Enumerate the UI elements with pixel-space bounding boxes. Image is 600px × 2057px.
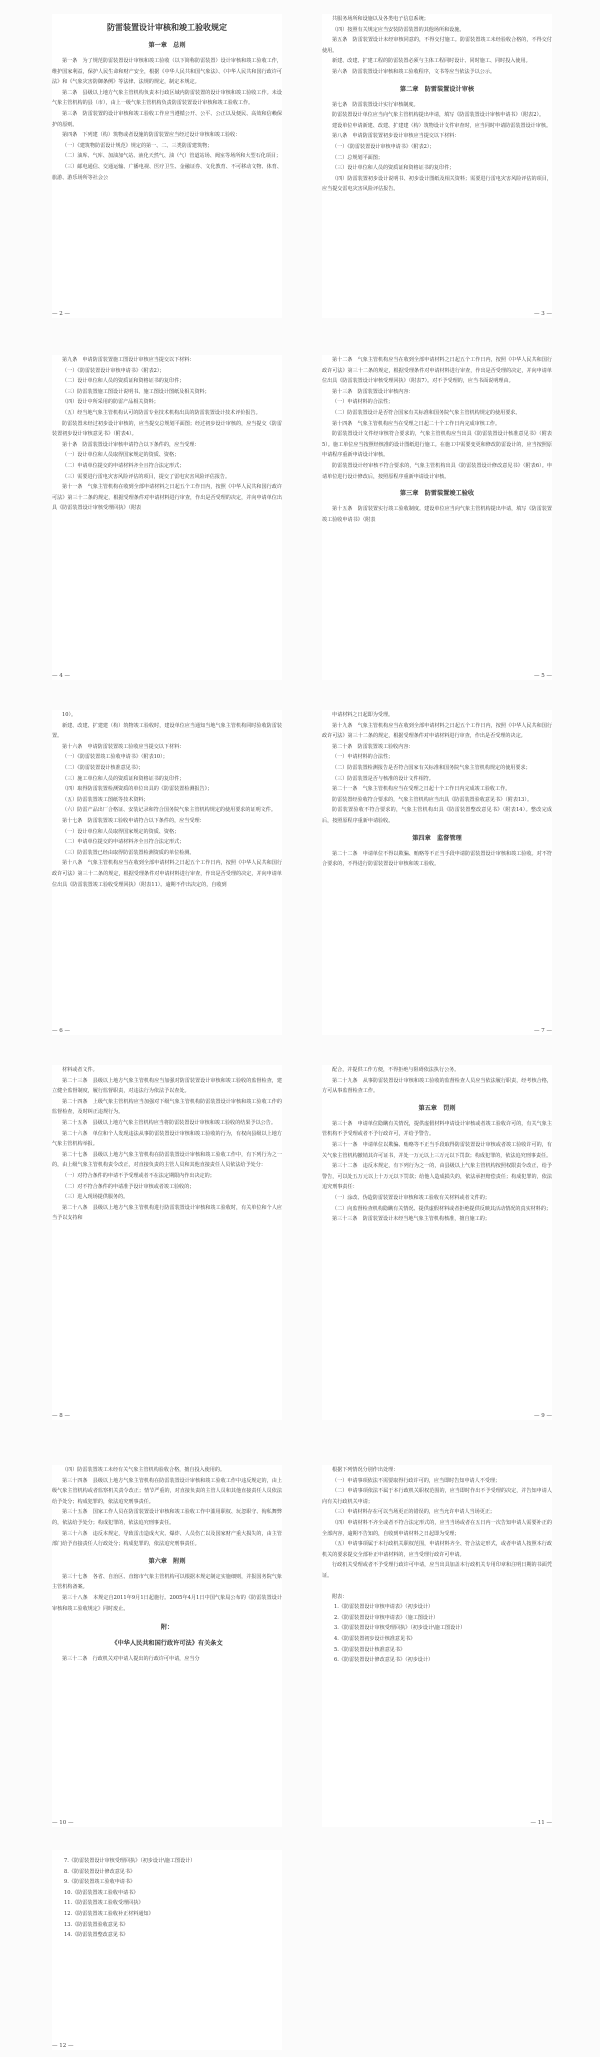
page-9	[322, 1065, 552, 1420]
paragraph: （四）取得防雷装置检测资质的单位出具的《防雷装置检测报告》；	[62, 786, 213, 793]
page-2	[52, 14, 282, 318]
page-8	[52, 1065, 282, 1420]
paragraph: （一）申请事项依法不需要取得行政许可的，应当即时告知申请人不受理；	[332, 1477, 501, 1484]
page-body-2	[322, 1119, 552, 1225]
paragraph: 第十五条 防雷装置实行竣工验收制度。建设单位应当向气象主管机构提出申请，填写《防雷装置竣工验收申请书》（附表	[322, 506, 552, 523]
chapter-heading: 第二章 防雷装置设计审核	[399, 85, 475, 93]
page-number: — 5 —	[534, 673, 552, 679]
page-number: — 2 —	[52, 311, 70, 317]
page-4	[52, 355, 282, 680]
paragraph: 第十八条 气象主管机构应当在收到全部申请材料之日起五个工作日内，按照《中华人民共和国行政许可法》第三十二条的规定，根据受理条件对申请材料进行审查，作出是否受理的决定，并向申请单位出具《防雷装置竣工验收受理回执》（附表11）。逾期不作出决定的，自收到	[52, 860, 282, 888]
paragraph: （三）设计单位和人员的资质证和资格证书的复印件；	[332, 165, 455, 172]
page-number: — 4 —	[52, 673, 70, 679]
paragraph: 防雷装置设计文件经审核符合要求的，气象主管机构应当出具《防雷装置设计核准意见书》（附表5）。施工单位应当按照经核准的设计图纸进行施工。在施工中需要变更和修改防雷设计的，应当按照原申请程序重新申请设计审核。	[322, 431, 552, 459]
paragraph: 第三十七条 各省、自治区、直辖市气象主管机构可以根据本规定制定实施细则，并报国务院气象主管机构备案。	[52, 1573, 282, 1591]
paragraph: 第五条 防雷装置设计未经审核同意的，不得交付施工。防雷装置竣工未经验收合格的，不得交付使用。	[322, 37, 552, 54]
page-body-2	[322, 100, 552, 195]
paragraph: 第二条 县级以上地方气象主管机构负责本行政区域内防雷装置的设计审核和竣工验收工作。未设气象主管机构的县（市），由上一级气象主管机构负责防雷装置设计审核和竣工验收工作。	[52, 89, 282, 107]
page-body	[52, 1465, 282, 1550]
paragraph: 第二十三条 县级以上地方气象主管机构应当加强对防雷装置设计审核和竣工验收的监督检查，建立健全监督制度，履行监督职责，对违法行为依法予以查处。	[52, 1077, 282, 1095]
paragraph: 新建、改建、扩建工程的防雷装置必须与主体工程同时设计、同时施工、同时投入使用。	[332, 58, 531, 65]
paragraph: （二）向监督检查机构隐瞒有关情况、提供虚假材料或者拒绝提供反映其活动情况的真实材料的；	[332, 1205, 552, 1212]
paragraph: 第十二条 气象主管机构应当在收到全部申请材料之日起五个工作日内，按照《中华人民共和国行政许可法》第三十二条的规定，根据受理条件对申请材料进行审查，作出是否受理的决定，并向申请单位出具《防雷装置设计审核受理回执》（附表7）。对不予受理的，应当书面说明理由。	[322, 357, 552, 385]
paragraph: （一）对符合条件的申请不予受理或者不在法定期限内作出决定的；	[62, 1172, 215, 1179]
paragraph: 防雷装置未经过初步设计审核的，应当提交总规划平面图；经过初步设计审核的，应当提交《防雷装置初步设计审核意见书》（附表4）。	[52, 420, 282, 438]
page-body	[52, 56, 282, 183]
paragraph: （三）邮电通信、交通运输、广播电视、医疗卫生、金融证券、文化教育、不可移动文物、体育、旅游、游乐场所等社会公	[52, 163, 282, 181]
page-10	[52, 1465, 282, 1827]
page-12	[52, 1850, 282, 2050]
paragraph: 4.《防雷装置初步设计核准意见书》	[334, 1635, 416, 1642]
paragraph: 第一条 为了规范防雷装置设计审核和竣工验收（以下简称防雷装置）设计审核和竣工验收工作，维护国家利益，保护人民生命和财产安全，根据《中华人民共和国气象法》、《中华人民共和国行政许可法》和《气象灾害防御条例》等法律、法规的规定，制定本规定。	[52, 58, 282, 86]
paragraph: 7.《防雷装置设计审核受理回执》（初步设计\施工图设计）	[64, 1858, 196, 1864]
annex-subtitle: 《中华人民共和国行政许可法》有关条文	[111, 1640, 223, 1648]
paragraph: （三）需要进行雷电灾害风险评估的项目，提交了雷电灾害风险评估报告。	[62, 473, 231, 480]
paragraph: （二）防雷装置设计是否符合国家有关标准和国务院气象主管机构规定的使用要求。	[332, 409, 521, 416]
paragraph: 3.《防雷装置设计审核受理回执》（初步设计\施工图设计）	[334, 1625, 466, 1632]
annex-title: 附：	[160, 1624, 174, 1632]
page-body	[52, 355, 282, 514]
paragraph: 第十九条 气象主管机构应当在收到全部申请材料之日起五个工作日内，按照《中华人民共和国行政许可法》第三十二条的规定，根据受理条件对申请材料进行审查，作出是否受理的决定。	[322, 722, 552, 740]
page-body	[322, 1065, 552, 1097]
paragraph: 第六条 防雷装置设计审核和竣工验收程序，文书等应当依法予以公示。	[332, 68, 496, 75]
paragraph: 第三十三条 防雷装置设计未经当地气象主管机构核准，擅自施工的；	[332, 1216, 490, 1223]
paragraph: （二）申请单位提交的申请材料齐全且符合法定形式；	[62, 839, 185, 846]
page-body-2	[52, 1572, 282, 1614]
page-body-2	[322, 504, 552, 525]
paragraph: 6.《防雷装置设计修改意见书》（初步设计）	[334, 1657, 434, 1664]
paragraph: （二）申请单位提交的申请材料齐全且符合法定形式；	[62, 462, 185, 469]
paragraph: 11.《防雷装置竣工验收受理回执》	[64, 1900, 144, 1907]
paragraph: 申请材料之日起即为受理。	[332, 712, 394, 718]
paragraph: （四）防雷装置竣工未经有关气象主管机构验收合格，擅自投入使用的。	[62, 1467, 226, 1473]
chapter-heading: 第三章 防雷装置竣工验收	[399, 490, 475, 498]
paragraph: （四）申请材料不齐全或者不符合法定形式的，应当当场或者在五日内一次告知申请人需要补正的全部内容，逾期不告知的，自收到申请材料之日起即为受理；	[322, 1519, 552, 1537]
annex-list	[322, 1602, 552, 1666]
paragraph: 第十七条 防雷装置竣工验收申请符合以下条件的，应当受理：	[62, 817, 205, 824]
annex-paragraph: 第三十二条 行政机关对申请人提出的行政许可申请，应当分	[62, 1656, 200, 1663]
paragraph: 行政机关受理或者不予受理行政许可申请，应当出具加盖本行政机关专用印章和注明日期的书面凭证。	[322, 1562, 552, 1579]
paragraph: 第三十二条 违反本规定，有下列行为之一的，由县级以上气象主管机构按照权限责令改正，给予警告，可以处五万元以上十万元以下罚款；给他人造成损失的，依法承担赔偿责任；构成犯罪的，依法追究刑事责任：	[322, 1163, 552, 1191]
paragraph: 第二十七条 县级以上地方气象主管机构在防雷装置设计审核和竣工验收工作中，有下列行为之一的，由上级气象主管机构责令改正，对直接负责的主管人员和其他直接责任人员依法给予处分：	[52, 1151, 282, 1169]
paragraph: （二）对不符合条件的申请准予设计审核或者竣工验收的；	[62, 1183, 195, 1190]
paragraph: （四）按照有关规定应当安装防雷装置的其他场所和设施。	[332, 26, 465, 33]
paragraph: 第三条 防雷装置的设计审核和竣工验收工作应当遵循公开、公平、公正以及便民、高效和信赖保护的原则。	[52, 110, 282, 128]
paragraph: 第三十四条 县级以上地方气象主管机构在防雷装置设计审核和竣工验收工作中违反规定的，由上级气象主管机构或者监察机关责令改正；情节严重的，对直接负责的主管人员和其他直接责任人员依法给予处分；构成犯罪的，依法追究刑事责任。	[52, 1477, 282, 1505]
paragraph: （一）《防雷装置竣工验收申请书》（附表10）；	[62, 754, 168, 761]
page-body	[52, 1065, 282, 1224]
paragraph: 12.《防雷装置竣工验收补正材料通知》	[64, 1910, 154, 1917]
paragraph: 2.《防雷装置设计审核申请表》（施工图设计）	[334, 1614, 439, 1621]
paragraph: 9.《防雷装置竣工验收申请书》	[64, 1879, 136, 1886]
paragraph: （一）设计单位和人员取得国家规定的资质、资格；	[62, 828, 180, 835]
page-body	[322, 1465, 552, 1582]
paragraph: 10）。	[62, 712, 77, 718]
paragraph: （五）申请事项属于本行政机关职权范围，申请材料齐全、符合法定形式，或者申请人按照本行政机关的要求提交全部补正申请材料的，应当受理行政许可申请。	[322, 1541, 552, 1558]
paragraph: 5.《防雷装置设计核准意见书》	[334, 1646, 406, 1653]
paragraph: 防雷装置设计经审核不符合要求的，气象主管机构出具《防雷装置设计修改意见书》（附表6）。申请单位进行设计修改后，按照原程序重新申请设计审核。	[322, 462, 552, 480]
paragraph: 第十六条 申请防雷装置竣工验收应当提交以下材料：	[62, 743, 185, 750]
page-body	[322, 355, 552, 482]
page-body	[322, 710, 552, 827]
paragraph: 防雷装置经验收符合要求的，气象主管机构应当出具《防雷装置验收意见书》（附表13）。	[332, 796, 533, 803]
paragraph: 14.《防雷装置整改意见书》	[64, 1932, 129, 1939]
paragraph: 新建、改建、扩建建（构）筑物竣工验收时，建设单位应当通知当地气象主管机构同时验收防雷装置。	[52, 722, 282, 740]
paragraph: （二）申请事项依法不属于本行政机关职权范围的，应当即时作出不予受理的决定，并告知申请人向有关行政机关申请；	[322, 1488, 552, 1505]
page-5	[322, 355, 552, 680]
paragraph: 第三十六条 违反本规定，导致雷击造成火灾、爆炸、人员伤亡以及国家财产重大损失的，由主管部门给予直接责任人行政处分；构成犯罪的，依法追究刑事责任。	[52, 1530, 282, 1548]
paragraph: （三）防雷装置是否与核准的设计文件相符。	[332, 775, 434, 782]
paragraph: 第二十条 防雷装置竣工验收内容：	[332, 743, 414, 750]
paragraph: 第二十二条 申请单位不得以欺骗、贿赂等不正当手段申请防雷装置设计审核和竣工验收。对不符合要求的，不得进行防雷装置设计审核和竣工验收。	[322, 850, 552, 868]
paragraph: （四）防雷装置初步设计说明书、初步设计图纸及相关资料；需要进行雷电灾害风险评估的项目，应当提交雷电灾害风险评估报告。	[322, 175, 552, 193]
page-3	[322, 14, 552, 318]
paragraph: （一）涂改、伪造防雷装置设计审核和竣工验收有关材料或者文件的；	[332, 1194, 490, 1201]
annex-list-title: 附表：	[332, 1593, 348, 1600]
paragraph: 第十一条 气象主管机构在收到全部申请材料之日起五个工作日内，按照《中华人民共和国行政许可法》第三十二条的规定，根据受理条件对申请材料进行审查，作出是否受理的决定，并向申请单位出具《防雷装置设计审核受理回执》（附表	[52, 484, 282, 512]
paragraph: 13.《防雷装置验收意见书》	[64, 1921, 129, 1928]
page-number: — 7 —	[534, 1028, 552, 1034]
paragraph: 第二十五条 县级以上地方气象主管机构应当将防雷装置设计审核和竣工验收的结果予以公告。	[62, 1119, 276, 1126]
paragraph: 第二十一条 气象主管机构应当在受理之日起十个工作日内完成竣工验收工作。	[332, 786, 511, 793]
paragraph: 8.《防雷装置设计修改意见书》	[64, 1868, 136, 1875]
paragraph: 第八条 申请防雷装置初步设计审核应当提交以下材料：	[332, 133, 460, 140]
chapter-heading: 第六章 附则	[148, 1557, 186, 1565]
paragraph: （二）总规划平面图；	[332, 154, 383, 161]
paragraph: 第二十六条 单位和个人发现违法从事防雷装置设计审核和竣工验收的行为，有权向县级以上地方气象主管机构举报。	[52, 1130, 282, 1148]
paragraph: （一）设计单位和人员取得国家规定的资质、资格；	[62, 452, 180, 459]
page-body-2	[322, 849, 552, 870]
paragraph: （六）防雷产品出厂合格证、安装记录和符合国务院气象主管机构规定的使用要求的证明文件。	[62, 807, 276, 814]
paragraph: （三）进入现场提供服务的。	[62, 1194, 129, 1201]
paragraph: （五）经当地气象主管机构认可的防雷专业技术机构出具的防雷装置设计技术评价报告。	[62, 409, 261, 416]
paragraph: （三）施工单位和人员的资质证和资格证书的复印件；	[62, 775, 185, 782]
paragraph: 第三十条 申请单位隐瞒有关情况，提供虚假材料申请设计审核或者竣工验收许可的，有关气象主管机构不予受理或者不予行政许可，并给予警告。	[322, 1120, 552, 1138]
paragraph: （二）油库、气库、加油加气站、液化天然气、油（气）管道站场、阀室等场所和大型石化项目；	[62, 153, 282, 160]
paragraph: （三）防雷装置施工图设计说明书、施工图设计图纸及相关资料；	[62, 388, 210, 395]
annex-list	[52, 1856, 282, 1941]
page-number: — 10 —	[52, 1820, 74, 1826]
paragraph: 第十三条 防雷装置设计审核内容：	[332, 388, 414, 395]
paragraph: （一）《防雷装置设计审核申请书》（附表2）；	[62, 367, 165, 374]
paragraph: （一）申请材料的合法性；	[332, 754, 394, 761]
document-title: 防雷装置设计审核和竣工验收规定	[107, 22, 227, 32]
page-body	[322, 14, 552, 78]
paragraph: （五）防雷装置竣工图纸等技术资料；	[62, 796, 149, 803]
page-number: — 6 —	[52, 1028, 70, 1034]
page-number: — 9 —	[534, 1413, 552, 1419]
page-number: — 12 —	[52, 2043, 74, 2049]
paragraph: （三）防雷装置已经由取得防雷装置检测资质的单位检测。	[62, 849, 195, 856]
page-body	[52, 710, 282, 890]
paragraph: 防雷装置验收不符合要求的，气象主管机构出具《防雷装置整改意见书》（附表14）。整改完成后，按照原程序重新申请验收。	[322, 807, 552, 824]
paragraph: （一）申请材料的合法性；	[332, 399, 394, 406]
paragraph: 第三十五条 国家工作人员在防雷装置设计审核和竣工验收工作中滥用职权、玩忽职守、徇私舞弊的，依法给予处分；构成犯罪的，依法追究刑事责任。	[52, 1509, 282, 1526]
paragraph: 根据下列情况分别作出处理：	[332, 1467, 399, 1473]
paragraph: 第二十九条 从事防雷装置设计审核和竣工验收的监督检查人员应当依法履行职责，经考核合格，方可从事监督检查工作。	[322, 1077, 552, 1095]
paragraph: 第二十八条 县级以上地方气象主管机构进行防雷装置设计审核和竣工验收时，有关单位和个人应当予以支持和	[52, 1204, 282, 1222]
paragraph: （一）《建筑物防雷设计规范》规定的第一、二、三类防雷建筑物；	[62, 142, 213, 149]
chapter-heading: 第一章 总则	[148, 42, 186, 49]
page-number: — 3 —	[534, 311, 552, 317]
paragraph: 第二十四条 上级气象主管机构应当加强对下级气象主管机构防雷装置设计审核和竣工验收工作的监督检查，及时纠正违规行为。	[52, 1098, 282, 1116]
paragraph: 第十四条 气象主管机构应当在受理之日起二十个工作日内完成审核工作。	[332, 420, 501, 427]
paragraph: （一）《防雷装置设计审核申请书》（附表2）；	[332, 143, 435, 150]
paragraph: 第十条 防雷装置设计审核申请符合以下条件的，应当受理：	[62, 441, 200, 448]
paragraph: （二）防雷装置检测报告是否符合国家有关标准和国务院气象主管机构规定的使用要求；	[332, 764, 531, 771]
paragraph: 10.《防雷装置竣工验收申请书》	[64, 1889, 139, 1896]
page-number: — 11 —	[530, 1820, 552, 1826]
paragraph: 第七条 防雷装置设计实行审核制度。	[332, 101, 419, 108]
paragraph: 配合，并提供工作方便，不得拒绝与阻碍依法执行公务。	[332, 1067, 460, 1073]
chapter-heading: 第五章 罚则	[418, 1104, 456, 1112]
paragraph: 共服务场所和设施以及各类电子信息系统；	[332, 16, 429, 22]
paragraph: 防雷装置设计单位应当向气象主管机构提出申请，填写《防雷装置设计审核申请书》（附表2）。	[332, 112, 545, 119]
paragraph: 建设单位申请新建、改建、扩建建（构）筑物设计文件审查时，应当同时申请防雷装置设计审核。	[332, 122, 552, 129]
paragraph: （三）申请材料存在可以当场更正的错误的，应当允许申请人当场更正；	[332, 1509, 496, 1516]
paragraph: 1.《防雷装置设计审核申请表》（初步设计）	[334, 1604, 434, 1611]
paragraph: 第三十八条 本规定自2011年9月1日起施行。2005年4月1日中国气象局公布的《防雷装置设计审核和竣工验收规定》同时废止。	[52, 1594, 282, 1612]
paragraph: 第四条 下列建（构）筑物或者设施的防雷装置应当经过设计审核和竣工验收：	[62, 132, 241, 139]
paragraph: 第三十一条 申请单位以欺骗、贿赂等不正当手段取得防雷装置设计审核或者竣工验收许可的，有关气象主管机构撤销其许可证书，并处一万元以上三万元以下罚款；构成犯罪的，依法追究刑事责任。	[322, 1141, 552, 1159]
paragraph: （二）设计单位和人员的资质证和资格证书的复印件；	[62, 378, 185, 385]
chapter-heading: 第四章 监督管理	[412, 834, 462, 842]
paragraph: 材料或者文件。	[62, 1067, 98, 1073]
paragraph: 第九条 申请防雷装置施工图设计审核应当提交以下材料：	[62, 357, 195, 363]
page-7	[322, 710, 552, 1035]
paragraph: （四）设计中所采用的防雷产品相关资料；	[62, 399, 159, 406]
paragraph: （二）《防雷装置设计核准意见书》；	[62, 764, 144, 771]
page-11	[322, 1465, 552, 1827]
page-number: — 8 —	[52, 1413, 70, 1419]
page-6	[52, 710, 282, 1035]
